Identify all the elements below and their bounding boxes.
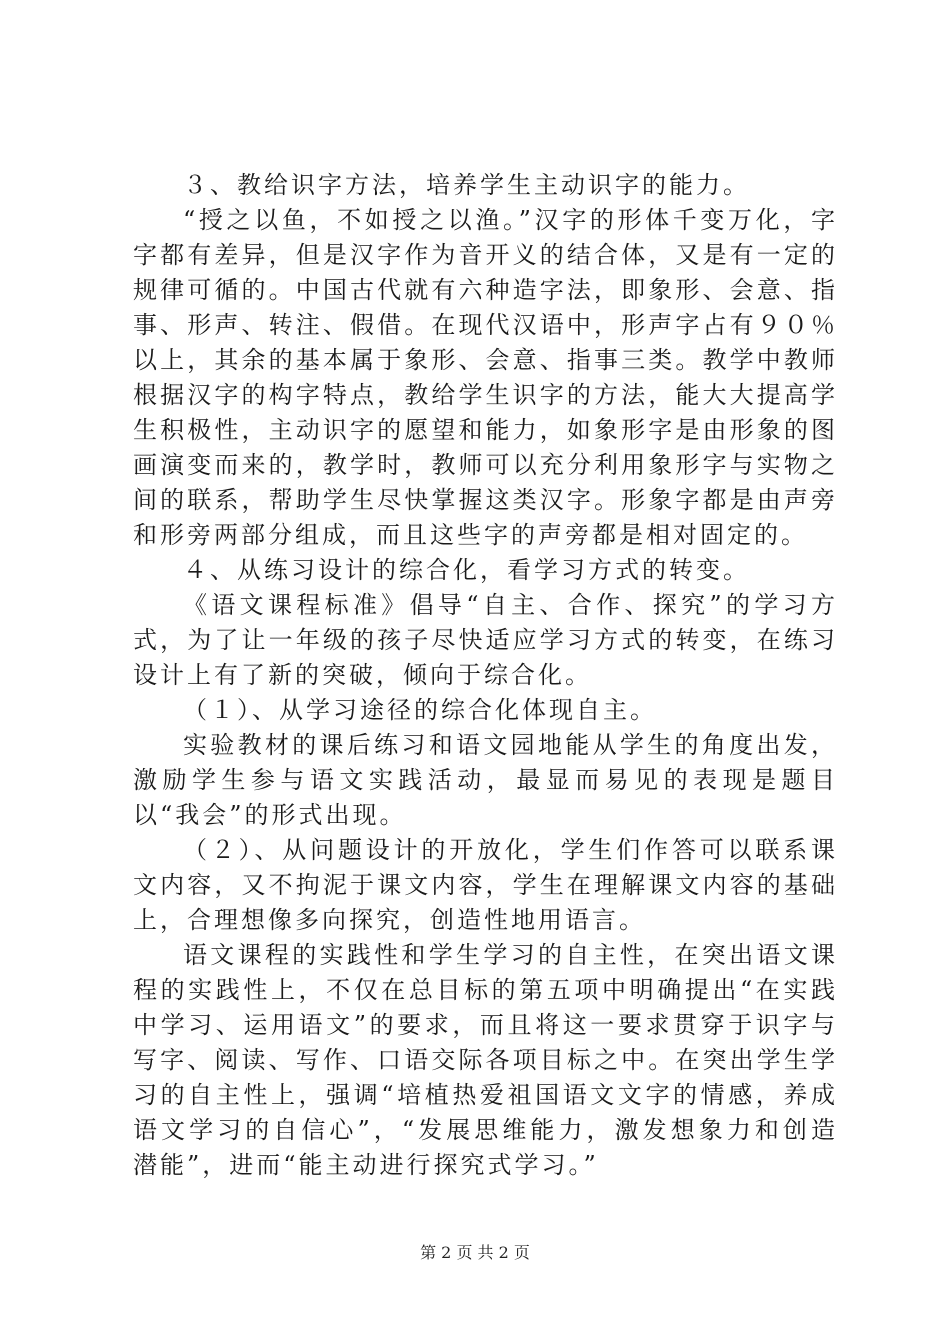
paragraph-section-3-heading: ３、教给识字方法，培养学生主动识字的能力。 — [183, 171, 750, 199]
page-number-footer: 第 2 页 共 2 页 — [420, 1243, 530, 1262]
paragraph-exercises: 实验教材的课后练习和语文园地能从学生的角度出发，激励学生参与语文实践活动，最显而易见的表现是题目以“我会”的形式出现。 — [133, 731, 838, 829]
document-body — [133, 168, 838, 1183]
paragraph-curriculum-standard: 《语文课程标准》倡导“自主、合作、探究”的学习方式，为了让一年级的孩子尽快适应学习方式的转变，在练习设计上有了新的突破，倾向于综合化。 — [133, 591, 838, 689]
paragraph-character-methods: “授之以鱼，不如授之以渔。”汉字的形体千变万化，字字都有差异，但是汉字作为音开义的结合体，又是有一定的规律可循的。中国古代就有六种造字法，即象形、会意、指事、形声、转注、假借。在现代汉语中，形声字占有９０％以上，其余的基本属于象形、会意、指事三类。教学中教师根据汉字的构字特点，教给学生识字的方法，能大大提高学生积极性，主动识字的愿望和能力，如象形字是由形象的图画演变而来的，教学时，教师可以充分利用象形字与实物之间的联系，帮助学生尽快掌握这类汉字。形象字都是由声旁和形旁两部分组成，而且这些字的声旁都是相对固定的。 — [133, 206, 838, 549]
paragraph-subsection-1-heading: （１）、从学习途径的综合化体现自主。 — [183, 696, 657, 724]
paragraph-section-4-heading: ４、从练习设计的综合化，看学习方式的转变。 — [183, 556, 750, 584]
paragraph-subsection-2: （２）、从问题设计的开放化，学生们作答可以联系课文内容，又不拘泥于课文内容，学生在理解课文内容的基础上，合理想像多向探究，创造性地用语言。 — [133, 836, 838, 934]
paragraph-practice-autonomy: 语文课程的实践性和学生学习的自主性，在突出语文课程的实践性上，不仅在总目标的第五项中明确提出“在实践中学习、运用语文”的要求，而且将这一要求贯穿于识字与写字、阅读、写作、口语交际各项目标之中。在突出学生学习的自主性上，强调“培植热爱祖国语文文字的情感，养成语文学习的自信心”，“发展思维能力，激发想象力和创造潜能”，进而“能主动进行探究式学习。” — [133, 941, 838, 1179]
